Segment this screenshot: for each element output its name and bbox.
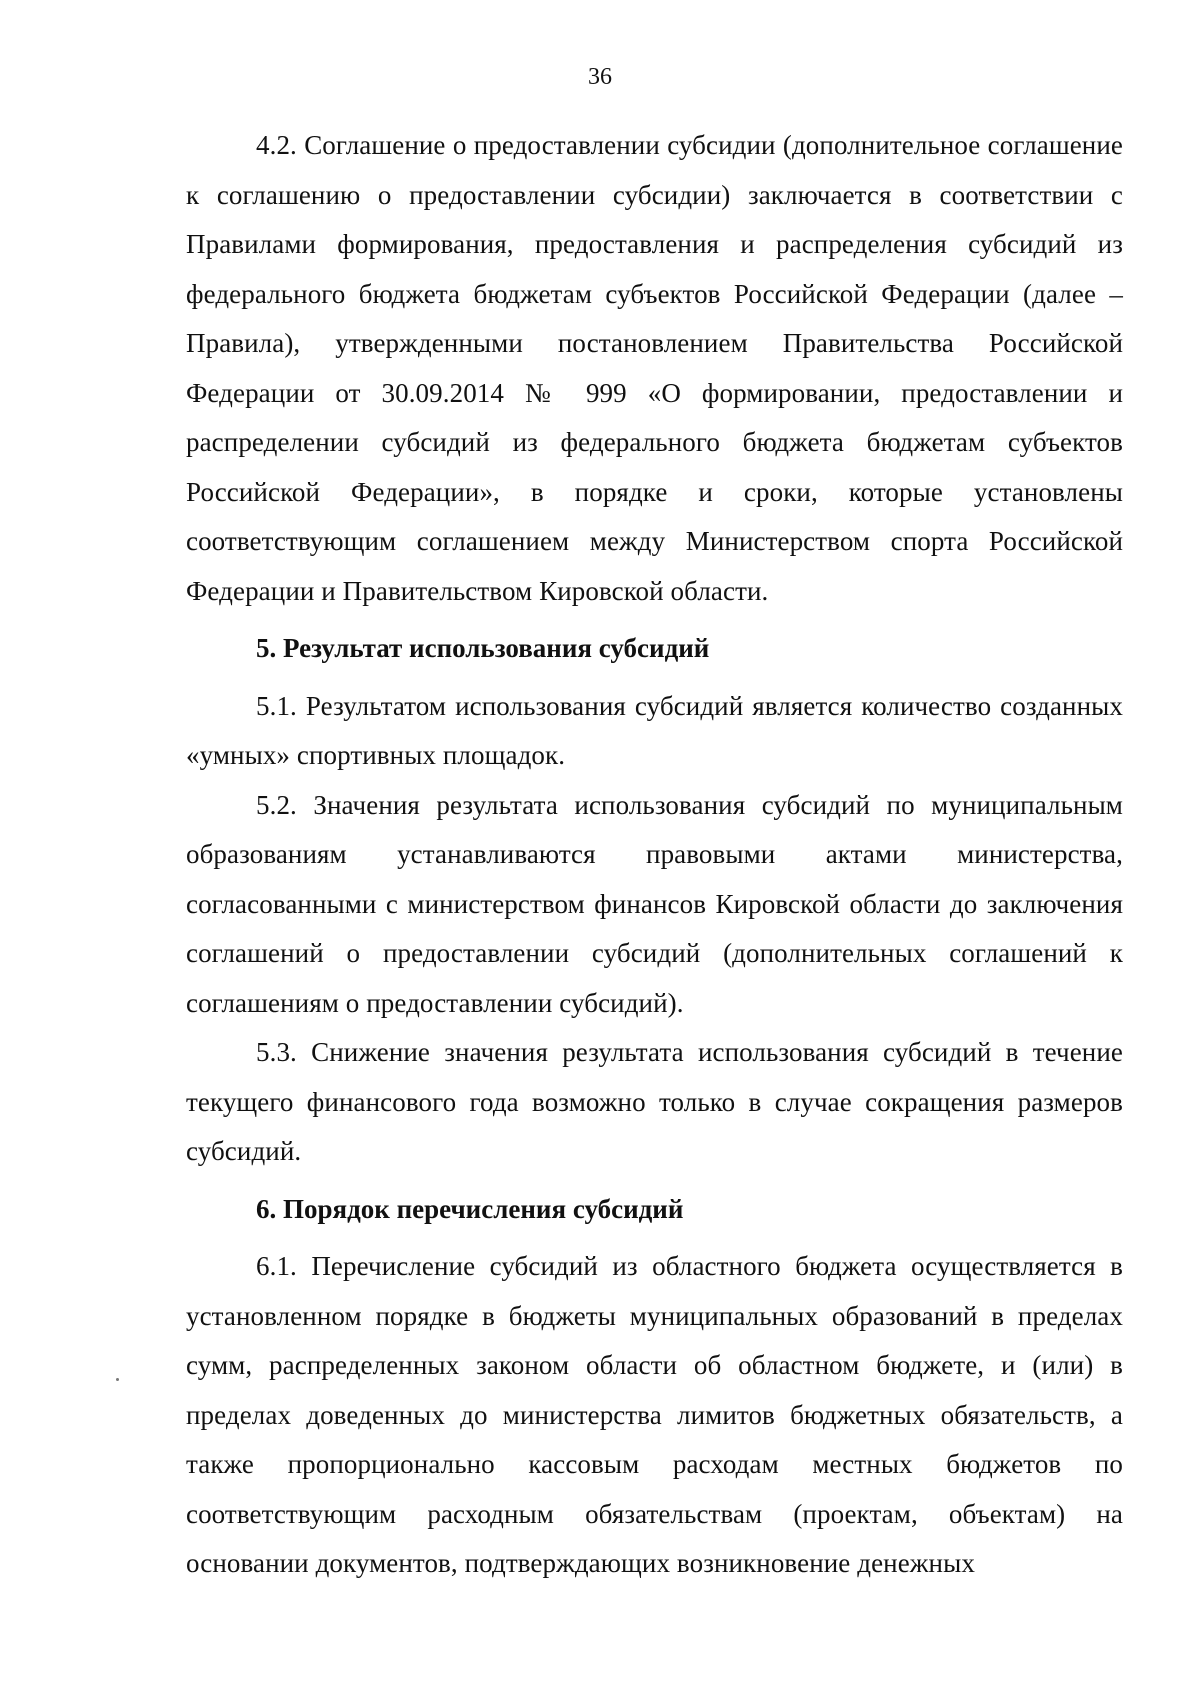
section-heading-5: 5. Результат использования субсидий <box>256 633 710 663</box>
paragraph-5-3: 5.3. Снижение значения результата использования субсидий в течение текущего финансового года возможно только в случае сокращения размеров субсидий. <box>186 1037 1123 1166</box>
paragraph-5-2: 5.2. Значения результата использования субсидий по муниципальным образованиям устанавливаются правовыми актами министерства, согласованными с министерством финансов Кировской области до заключения соглашений о предоставлении субсидий (дополнительных соглашений к соглашениям о предоставлении субсидий). <box>186 789 1123 1018</box>
paragraph-4-2: 4.2. Соглашение о предоставлении субсидии (дополнительное соглашение к соглашению о предоставлении субсидии) заключается в соответствии с Правилами формирования, предоставления и распределения субсидий из федерального бюджета бюджетам субъектов Российской Федерации (далее – Правила), утвержденными постановлением Правительства Российской Федерации от 30.09.2014 № 999 «О формировании, предоставлении и распределении субсидий из федерального бюджета бюджетам субъектов Российской Федерации», в порядке и сроки, которые установлены соответствующим соглашением между Министерством спорта Российской Федерации и Правительством Кировской области. <box>186 130 1123 606</box>
section-heading-6: 6. Порядок перечисления субсидий <box>256 1193 684 1224</box>
paragraph-6-1: 6.1. Перечисление субсидий из областного бюджета осуществляется в установленном порядке в бюджеты муниципальных образований в пределах сумм, распределенных законом области об областном бюджете, и (или) в пределах доведенных до министерства лимитов бюджетных обязательств, а также пропорционально кассовым расходам местных бюджетов по соответствующим расходным обязательствам (проектам, объектам) на основании документов, подтверждающих возникновение денежных <box>186 1251 1123 1578</box>
scan-speck <box>116 1378 119 1381</box>
paragraph-5-1: 5.1. Результатом использования субсидий является количество созданных «умных» спортивных площадок. <box>186 690 1123 770</box>
document-body <box>186 121 1123 1589</box>
page-number: 36 <box>588 64 612 90</box>
